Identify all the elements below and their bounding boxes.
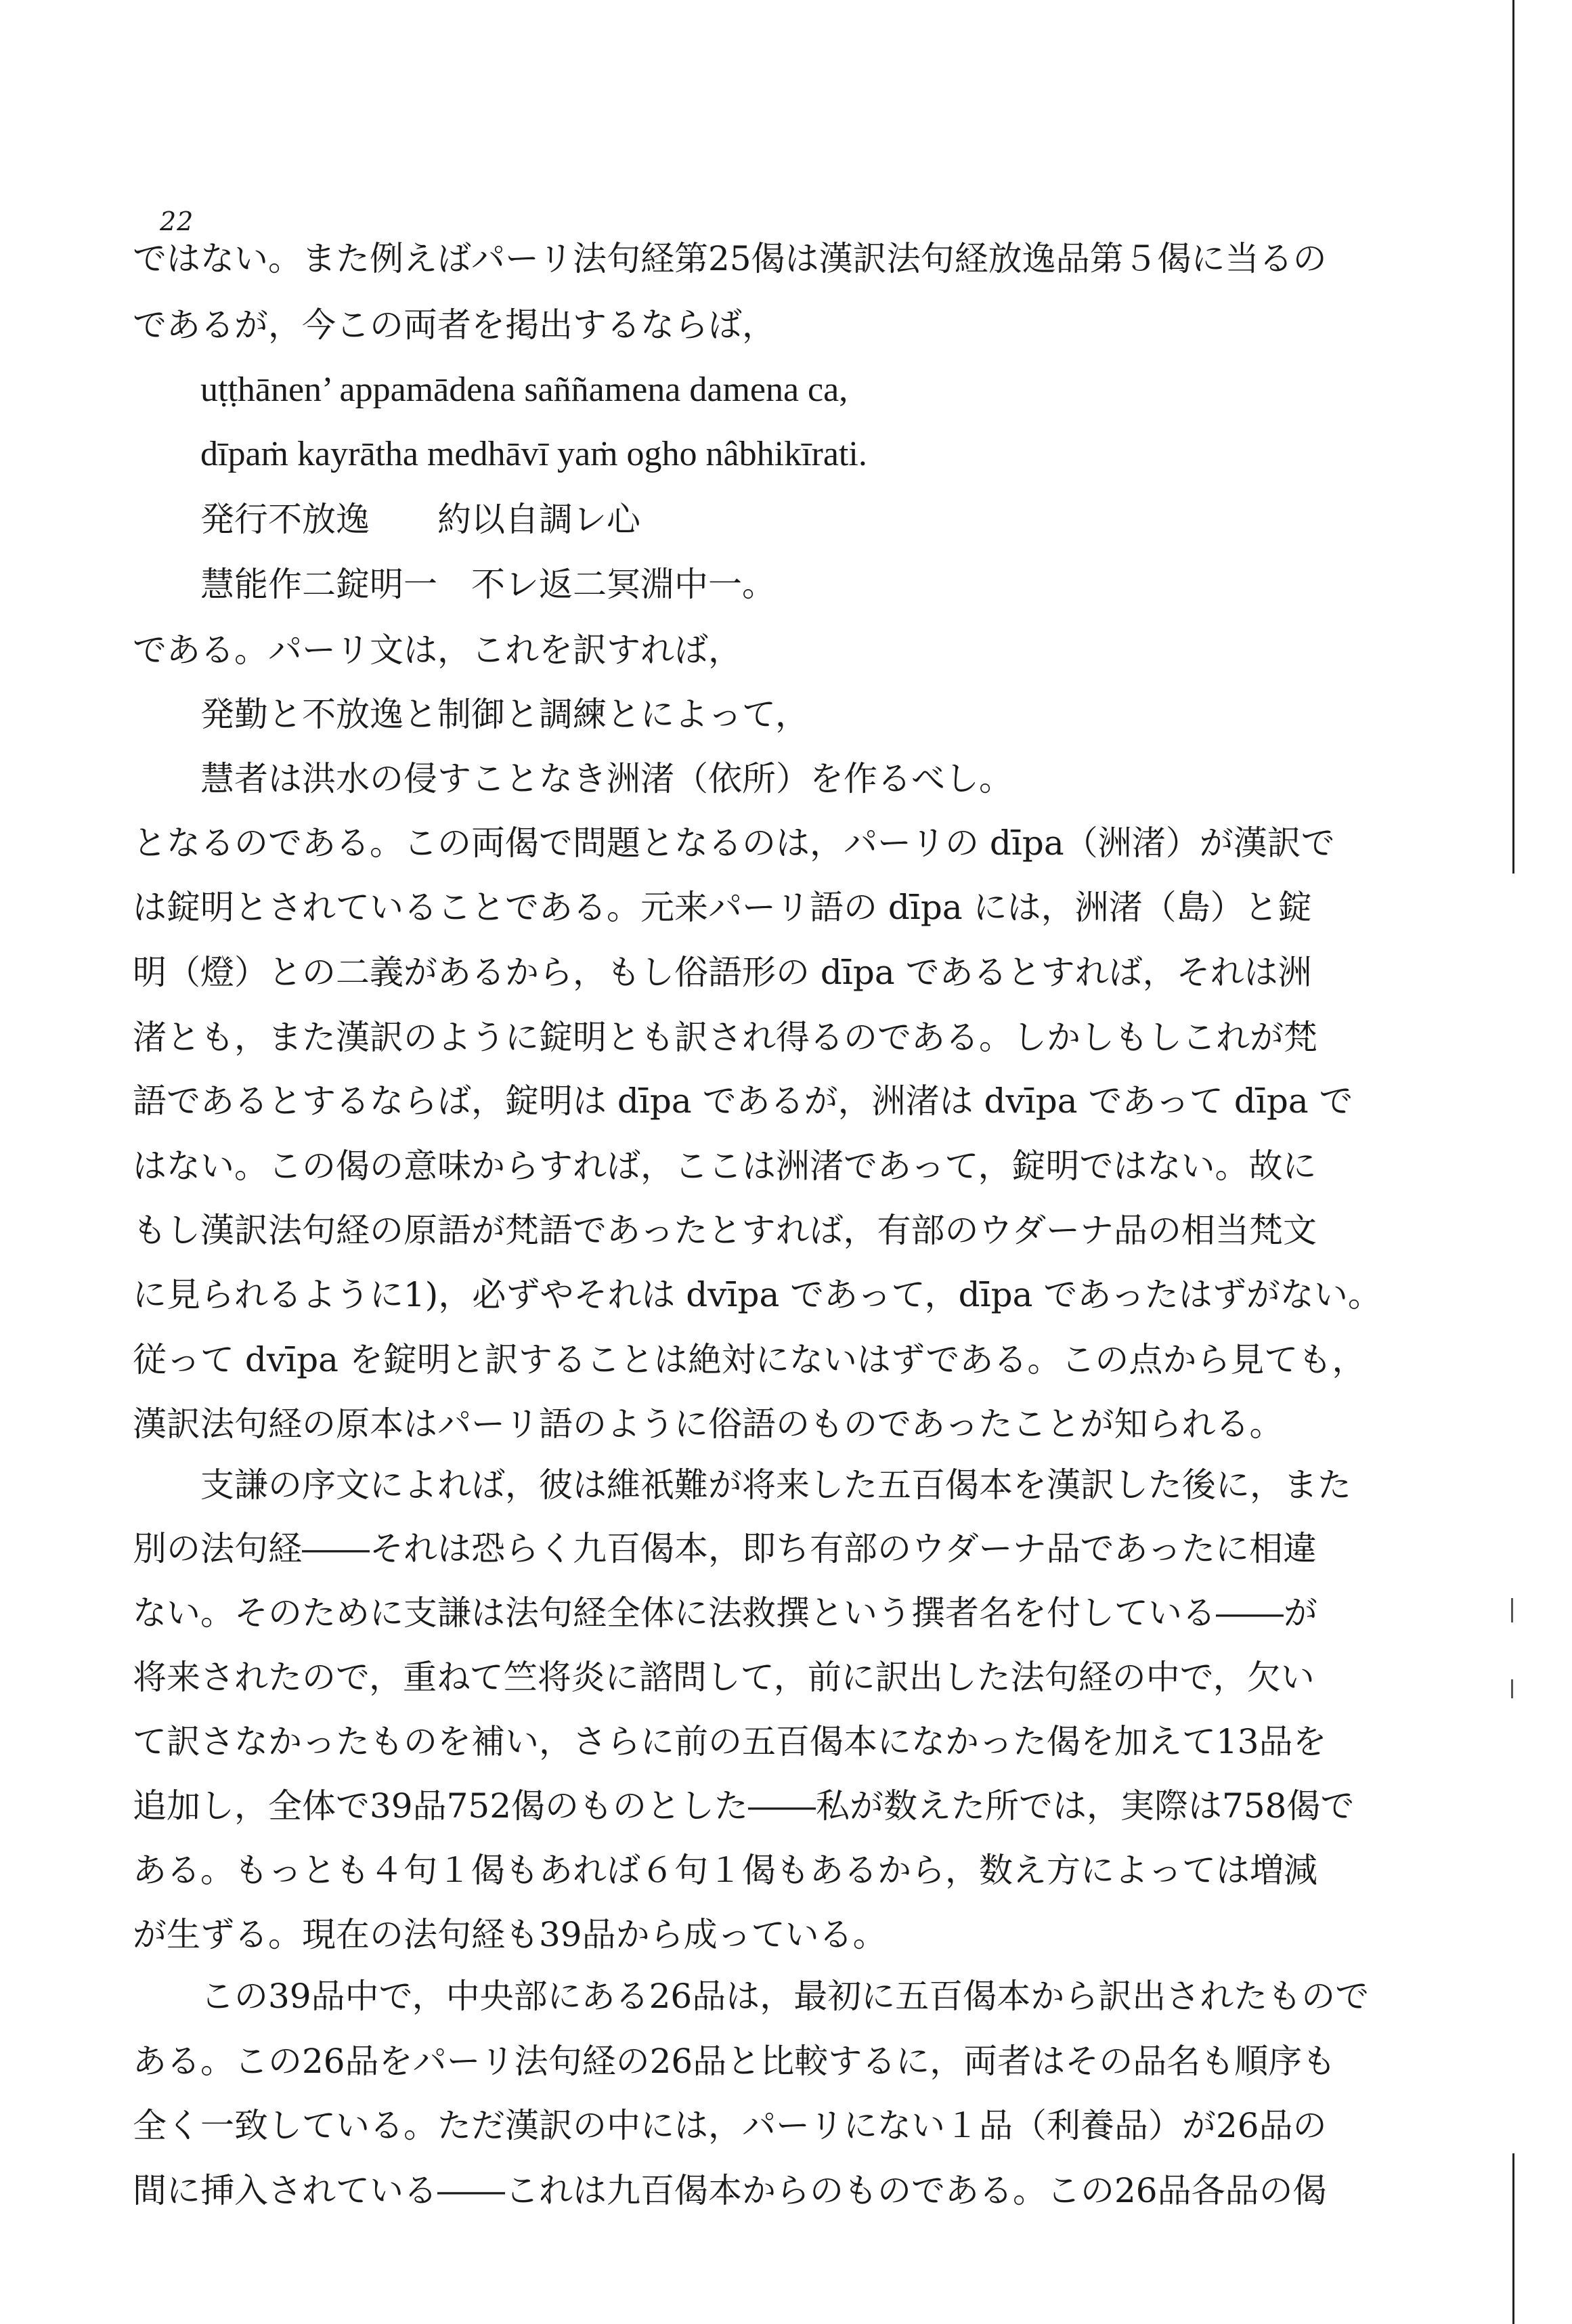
- text-line: 別の法句経――それは恐らく九百偈本，即ち有部のウダーナ品であったに相違: [133, 1529, 1317, 1568]
- text-line: ない。そのために支謙は法句経全体に法救撰という撰者名を付している――が: [133, 1593, 1317, 1633]
- text-line: が生ずる。現在の法句経も39品から成っている。: [133, 1915, 887, 1954]
- text-line: 渚とも，また漢訳のように錠明とも訳され得るのである。しかしもしこれが梵: [133, 1018, 1317, 1057]
- page-edge-line: [1512, 2153, 1514, 2324]
- text-line: に見られるように1)，必ずやそれは dvīpa であって，dīpa であったはずがない。: [133, 1275, 1382, 1314]
- page-number: 22: [160, 207, 194, 236]
- text-line: 将来されたので，重ねて竺将炎に諮問して，前に訳出した法句経の中で，欠い: [133, 1658, 1315, 1697]
- text-line: 慧者は洪水の侵すことなき洲渚（依所）を作るべし。: [200, 759, 1013, 798]
- text-line: 漢訳法句経の原本はパーリ語のように俗語のものであったことが知られる。: [133, 1404, 1284, 1444]
- text-line: 追加し，全体で39品752偈のものとした――私が数えた所では，実際は758偈で: [133, 1786, 1355, 1826]
- text-line: 慧能作二錠明一 不レ返二冥淵中一。: [200, 565, 776, 604]
- text-line: 支謙の序文によれば，彼は維祇難が将来した五百偈本を漢訳した後に，また: [200, 1465, 1351, 1505]
- page-edge-line: [1512, 0, 1514, 874]
- scan-mark: [1511, 1679, 1513, 1698]
- text-line: はない。この偈の意味からすれば，ここは洲渚であって，錠明ではない。故に: [133, 1146, 1317, 1186]
- text-line: dīpaṁ kayrātha medhāvī yaṁ ogho nâbhikīrati.: [200, 435, 867, 473]
- text-line: この39品中で，中央部にある26品は，最初に五百偈本から訳出されたもので: [200, 1977, 1370, 2016]
- text-line: uṭṭhānen’ appamādena saññamena damena ca,: [200, 370, 848, 409]
- text-line: 明（燈）との二義があるから，もし俗語形の dīpa であるとすれば，それは洲: [133, 953, 1312, 992]
- text-line: 間に挿入されている――これは九百偈本からのものである。この26品各品の偈: [133, 2171, 1327, 2210]
- text-line: 発勤と不放逸と制御と調練とによって，: [200, 695, 809, 734]
- text-line: もし漢訳法句経の原語が梵語であったとすれば，有部のウダーナ品の相当梵文: [133, 1211, 1317, 1250]
- scan-mark: [1511, 1598, 1513, 1622]
- text-line: 全く一致している。ただ漢訳の中には，パーリにない１品（利養品）が26品の: [133, 2106, 1327, 2145]
- text-line: 語であるとするならば，錠明は dīpa であるが，洲渚は dvīpa であって dīpa で: [133, 1081, 1353, 1121]
- text-line: ある。もっとも４句１偈もあれば６句１偈もあるから，数え方によっては増減: [133, 1851, 1317, 1890]
- text-line: は錠明とされていることである。元来パーリ語の dīpa には，洲渚（島）と錠: [133, 888, 1312, 927]
- text-line: である。パーリ文は，これを訳すれば，: [133, 630, 742, 670]
- text-line: ではない。また例えばパーリ法句経第25偈は漢訳法句経放逸品第５偈に当るの: [133, 239, 1327, 278]
- text-line: 従って dvīpa を錠明と訳することは絶対にないはずである。この点から見ても，: [133, 1340, 1366, 1379]
- text-line: ある。この26品をパーリ法句経の26品と比較するに，両者はその品名も順序も: [133, 2042, 1336, 2081]
- text-line: て訳さなかったものを補い，さらに前の五百偈本になかった偈を加えて13品を: [133, 1722, 1327, 1761]
- text-line: 発行不放逸 約以自調レ心: [200, 500, 640, 539]
- text-line: となるのである。この両偈で問題となるのは，パーリの dīpa（洲渚）が漢訳で: [133, 823, 1335, 863]
- text-line: であるが，今この両者を掲出するならば，: [133, 305, 776, 345]
